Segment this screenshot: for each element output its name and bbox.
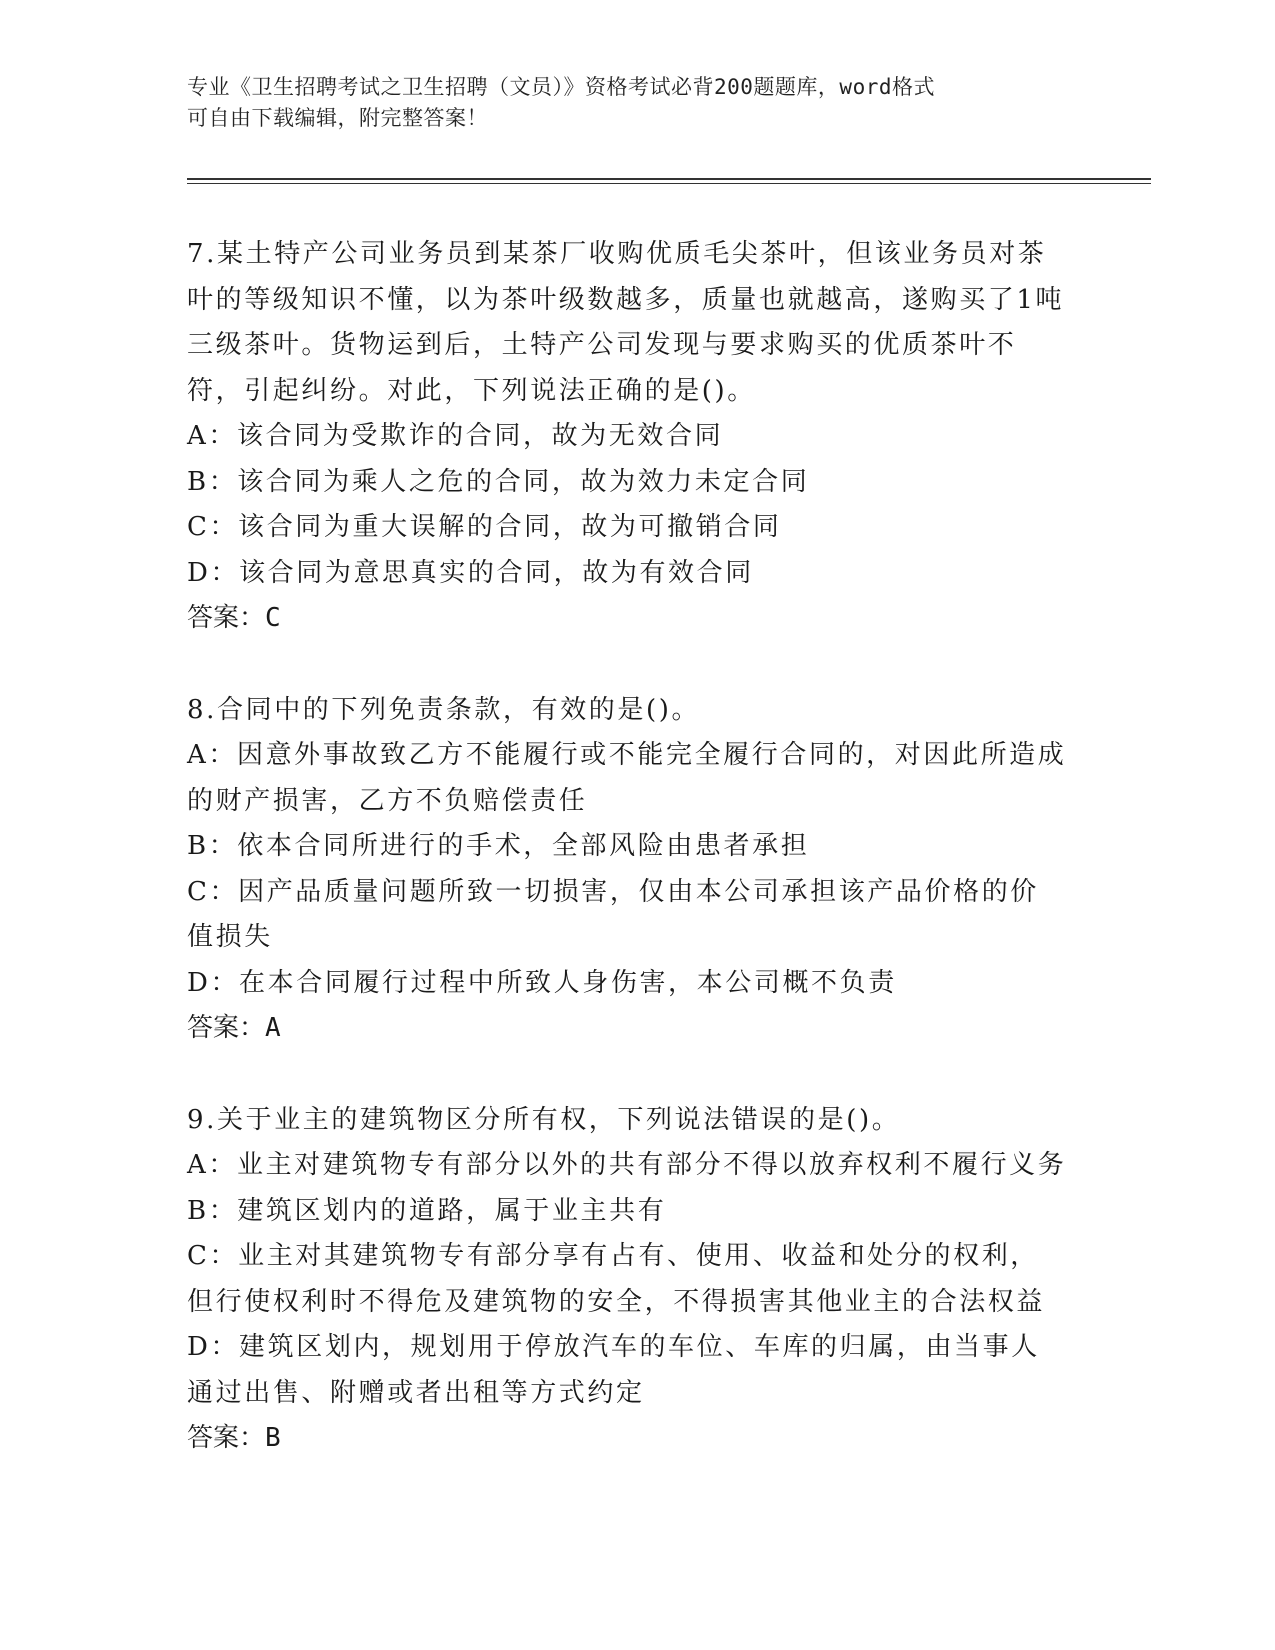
option-a: A：该合同为受欺诈的合同，故为无效合同 — [187, 421, 724, 451]
option-a: A：因意外事故致乙方不能履行或不能完全履行合同的，对因此所造成的财产损害，乙方不负赔偿责任 — [187, 740, 1067, 816]
question-stem: 7.某土特产公司业务员到某茶厂收购优质毛尖茶叶，但该业务员对茶叶的等级知识不懂，以为茶叶级数越多，质量也就越高，遂购买了1吨三级茶叶。货物运到后，土特产公司发现与要求购买的优质茶叶不符，引起纠纷。对此，下列说法正确的是()。 — [187, 239, 1065, 406]
question-stem: 8.合同中的下列免责条款，有效的是()。 — [187, 694, 701, 725]
answer-label: 答案：C — [187, 603, 281, 633]
option-c: C：因产品质量问题所致一切损害，仅由本公司承担该产品价格的价值损失 — [187, 876, 1039, 952]
option-c: C：该合同为重大误解的合同，故为可撤销合同 — [187, 512, 782, 542]
header-divider — [187, 178, 1151, 180]
question-8 — [187, 688, 1067, 1052]
option-c: C：业主对其建筑物专有部分享有占有、使用、收益和处分的权利，但行使权利时不得危及建筑物的安全，不得损害其他业主的合法权益 — [187, 1241, 1046, 1317]
option-d: D：该合同为意思真实的合同，故为有效合同 — [187, 557, 754, 588]
question-list — [187, 232, 1067, 1508]
option-d: D：在本合同履行过程中所致人身伤害，本公司概不负责 — [187, 967, 897, 998]
option-b: B：建筑区划内的道路，属于业主共有 — [187, 1195, 667, 1226]
answer-label: 答案：A — [187, 1013, 281, 1043]
header-divider-thin — [187, 183, 1151, 184]
question-9 — [187, 1098, 1067, 1462]
option-d: D：建筑区划内，规划用于停放汽车的车位、车库的归属，由当事人通过出售、附赠或者出租等方式约定 — [187, 1332, 1040, 1408]
document-header — [187, 72, 1067, 134]
question-7 — [187, 232, 1067, 642]
question-stem: 9.关于业主的建筑物区分所有权，下列说法错误的是()。 — [187, 1104, 901, 1135]
option-a: A：业主对建筑物专有部分以外的共有部分不得以放弃权利不履行义务 — [187, 1150, 1067, 1180]
option-b: B：依本合同所进行的手术，全部风险由患者承担 — [187, 831, 810, 861]
header-title-line-1: 专业《卫生招聘考试之卫生招聘（文员）》资格考试必背200题题库，word格式 — [187, 75, 935, 99]
header-title-line-2: 可自由下载编辑，附完整答案！ — [187, 106, 488, 130]
answer-label: 答案：B — [187, 1423, 281, 1453]
option-b: B：该合同为乘人之危的合同，故为效力未定合同 — [187, 466, 810, 497]
